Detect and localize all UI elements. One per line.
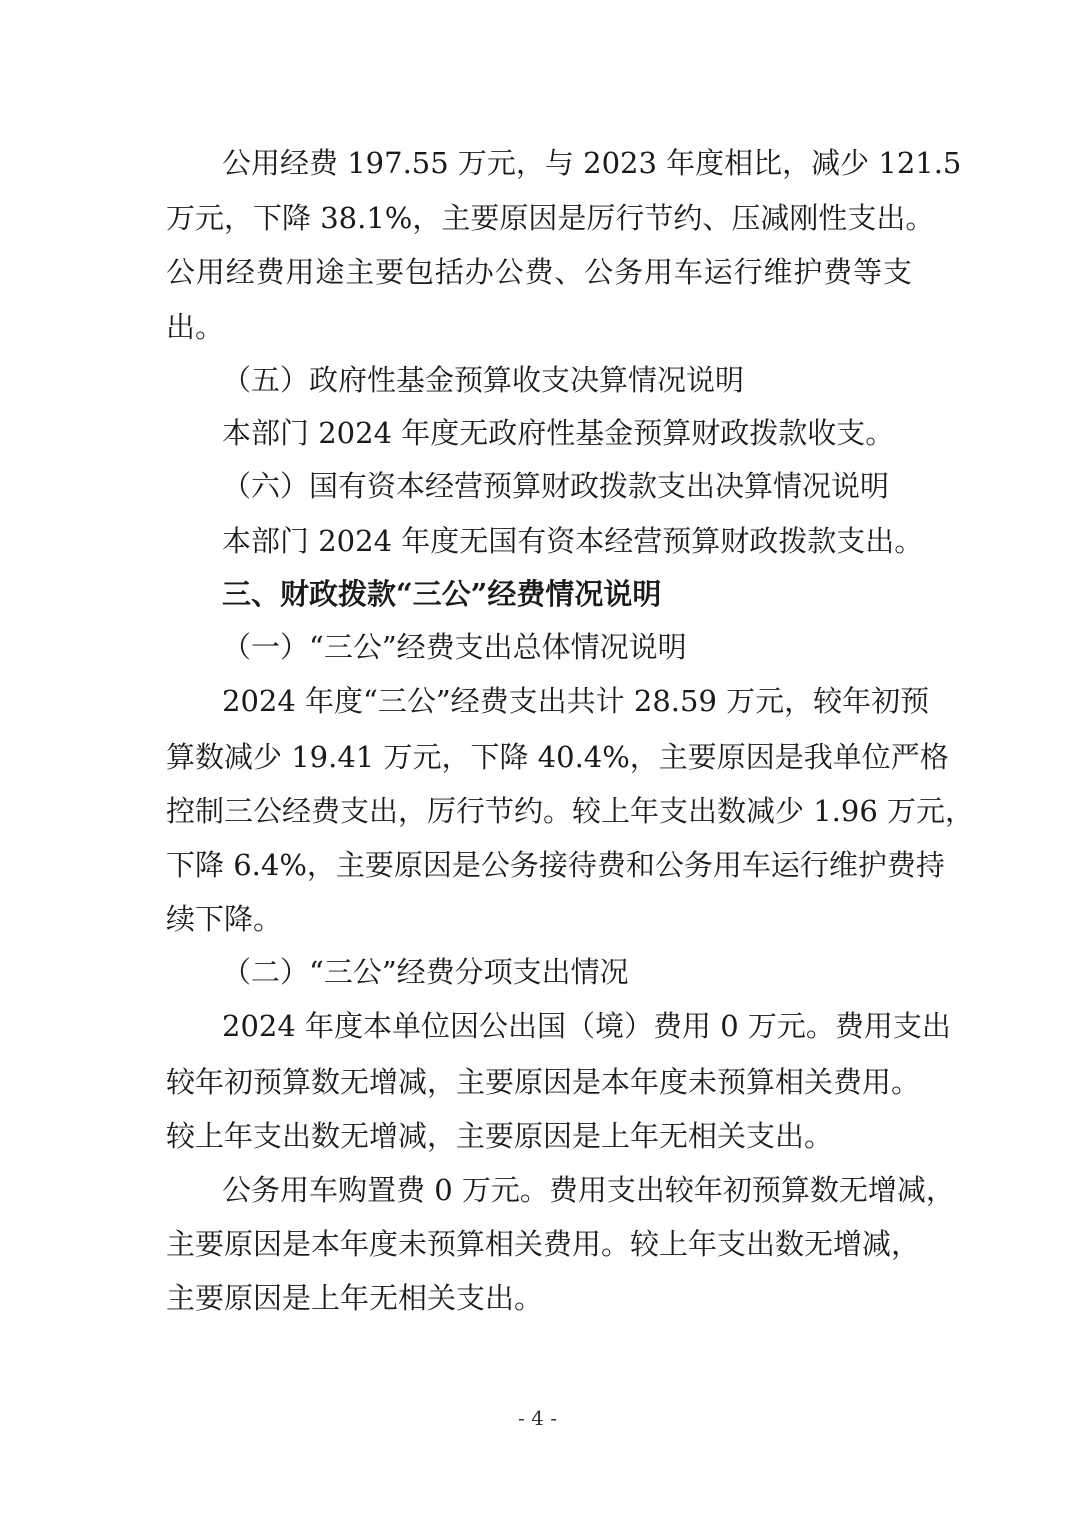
- para-6: 本部门 2024 年度无国有资本经营预算财政拨款支出。: [222, 524, 924, 558]
- para-3-1-line-4: 下降 6.4%，主要原因是公务接待费和公务用车运行维护费持: [166, 848, 945, 882]
- page-number: - 4 -: [518, 1406, 557, 1430]
- heading-3-2: （二）“三公”经费分项支出情况: [222, 955, 629, 989]
- para-abroad-line-1: 2024 年度本单位因公出国（境）费用 0 万元。费用支出: [222, 1009, 951, 1043]
- public-funds-line-3: 公用经费用途主要包括办公费、公务用车运行维护费等支: [166, 255, 912, 289]
- para-3-1-line-1: 2024 年度“三公”经费支出共计 28.59 万元，较年初预: [222, 684, 930, 718]
- para-3-1-line-3: 控制三公经费支出，厉行节约。较上年支出数减少 1.96 万元，: [166, 794, 975, 828]
- heading-6: （六）国有资本经营预算财政拨款支出决算情况说明: [222, 469, 890, 503]
- heading-3-1: （一）“三公”经费支出总体情况说明: [222, 630, 687, 664]
- section-3-title: 三、财政拨款“三公”经费情况说明: [222, 577, 662, 611]
- para-abroad-line-3: 较上年支出数无增减，主要原因是上年无相关支出。: [166, 1119, 834, 1153]
- para-5: 本部门 2024 年度无政府性基金预算财政拨款收支。: [222, 416, 895, 450]
- para-abroad-line-2: 较年初预算数无增减，主要原因是本年度未预算相关费用。: [166, 1065, 921, 1099]
- public-funds-line-2: 万元，下降 38.1%，主要原因是厉行节约、压减刚性支出。: [166, 201, 935, 235]
- para-3-1-line-5: 续下降。: [166, 902, 283, 936]
- public-funds-line-1: 公用经费 197.55 万元，与 2023 年度相比，减少 121.5: [222, 146, 962, 180]
- heading-5: （五）政府性基金预算收支决算情况说明: [222, 363, 745, 397]
- para-vehicle-line-2: 主要原因是本年度未预算相关费用。较上年支出数无增减，: [166, 1227, 921, 1261]
- public-funds-line-4: 出。: [166, 310, 225, 344]
- para-vehicle-line-1: 公务用车购置费 0 万元。费用支出较年初预算数无增减，: [222, 1173, 955, 1207]
- para-vehicle-line-3: 主要原因是上年无相关支出。: [166, 1281, 544, 1315]
- para-3-1-line-2: 算数减少 19.41 万元，下降 40.4%，主要原因是我单位严格: [166, 740, 949, 774]
